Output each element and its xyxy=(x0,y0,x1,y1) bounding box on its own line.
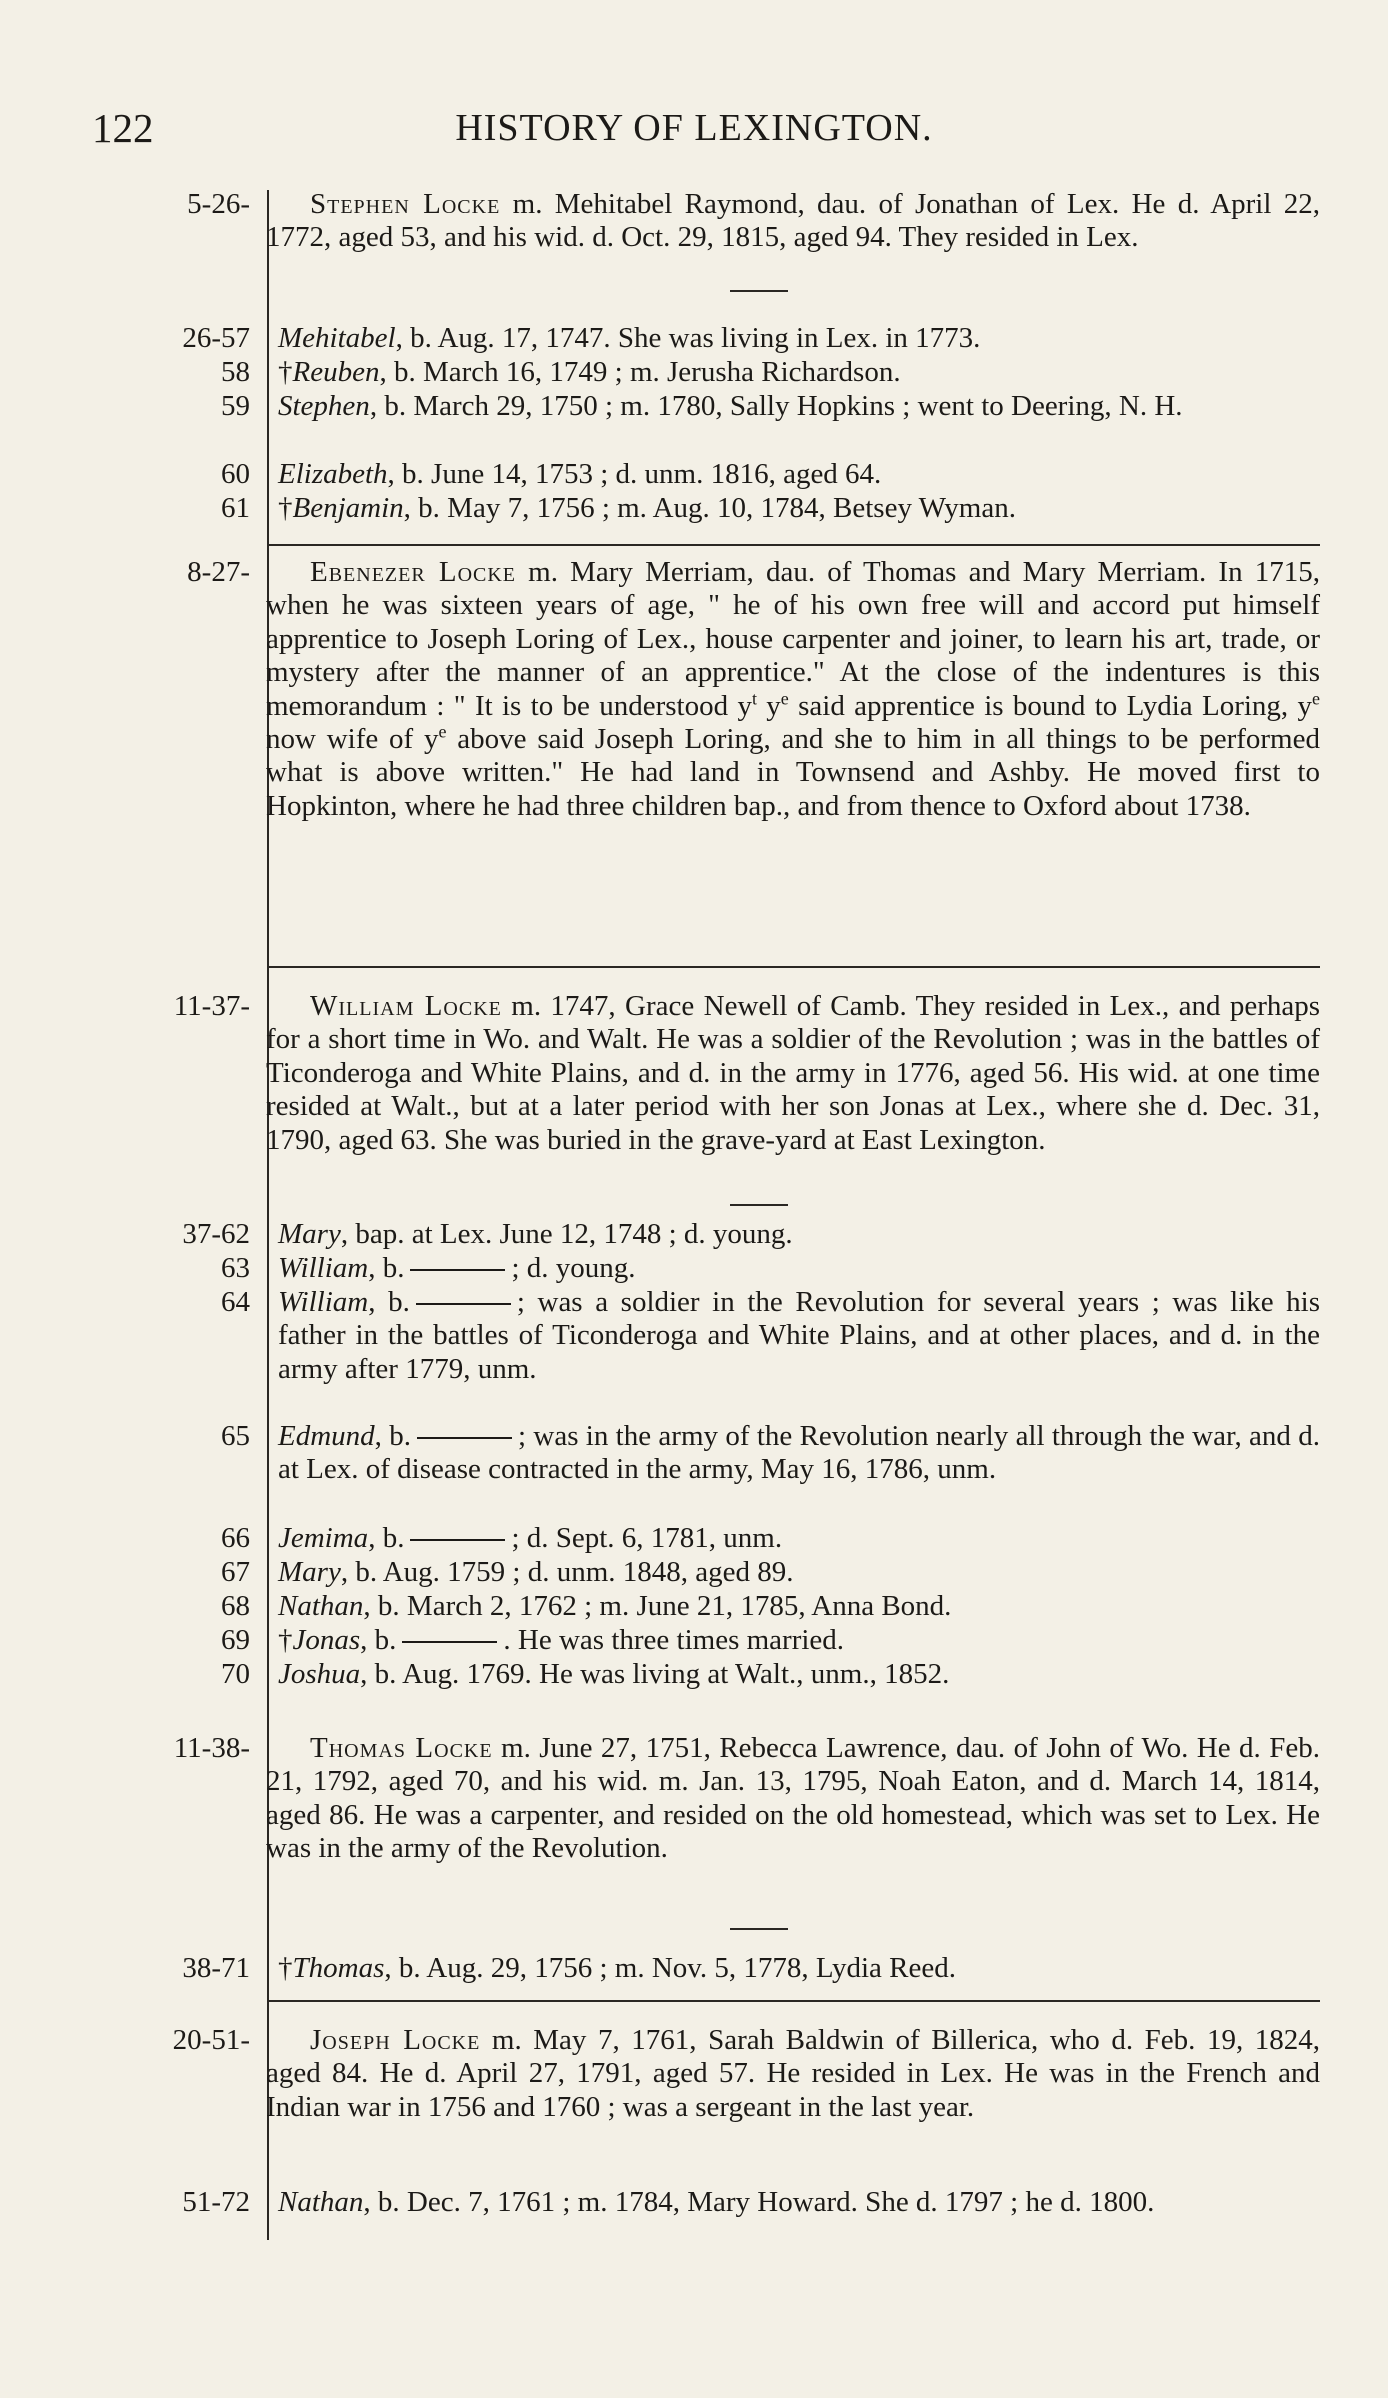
person-name: Stephen Locke xyxy=(310,188,501,220)
person-name: Joseph Locke xyxy=(310,2024,481,2056)
child-name: Nathan xyxy=(278,1590,364,1622)
child-number: 69 xyxy=(221,1624,250,1656)
child-entry: Stephen, b. March 29, 1750 ; m. 1780, Sally Hopkins ; went to Deering, N. H. xyxy=(278,390,1183,422)
child-name: Mehitabel xyxy=(278,322,396,354)
ref-number: 11-37- xyxy=(173,990,250,1022)
dagger-mark: † xyxy=(278,492,293,524)
child-entry: †Benjamin, b. May 7, 1756 ; m. Aug. 10, 1784, Betsey Wyman. xyxy=(278,492,1016,524)
entry-william-locke: William Locke m. 1747, Grace Newell of Camb. They resided in Lex., and perhaps for a short time in Wo. and Walt. He was a soldier of the Revolution ; was in the battles of Ticonderoga and White Plains, and d. in the army in 1776, aged 56. His wid. at one time resided at Walt., but at a later period with her son Jonas at Lex., where she d. Dec. 31, 1790, aged 63. She was buried in the grave-yard at East Lexington. xyxy=(266,990,1321,1156)
child-entry: William, b. ; d. young. xyxy=(278,1252,636,1284)
section-separator xyxy=(268,966,1320,968)
child-number: 59 xyxy=(221,390,250,422)
entry-thomas-locke: Thomas Locke m. June 27, 1751, Rebecca Lawrence, dau. of John of Wo. He d. Feb. 21, 1792, aged 70, and his wid. m. Jan. 13, 1795, Noah Eaton, and d. March 14, 1814, aged 86. He was a carpenter, and resided on the old homestead, which was set to Lex. He was in the army of the Revolution. xyxy=(266,1732,1321,1865)
child-number: 26-57 xyxy=(182,322,250,354)
child-entry: Nathan, b. Dec. 7, 1761 ; m. 1784, Mary Howard. She d. 1797 ; he d. 1800. xyxy=(278,2186,1155,2218)
child-entry: Edmund, b. ; was in the army of the Revolution nearly all through the war, and d. at Lex. of disease contracted in the army, May 16, 1786, unm. xyxy=(278,1420,1320,1486)
person-name: Ebenezer Locke xyxy=(310,556,517,588)
child-number: 63 xyxy=(221,1252,250,1284)
child-name: Edmund xyxy=(278,1420,375,1452)
child-entry: William, b. ; was a soldier in the Revolution for several years ; was like his father in the battles of Ticonderoga and White Plains, and at other places, and d. in the army after 1779, unm. xyxy=(278,1286,1321,1385)
child-name: Stephen xyxy=(278,390,370,422)
child-entry: Elizabeth, b. June 14, 1753 ; d. unm. 1816, aged 64. xyxy=(278,458,882,490)
ref-number: 20-51- xyxy=(172,2024,250,2056)
dagger-mark: † xyxy=(278,1624,293,1656)
ref-number: 5-26- xyxy=(187,188,250,220)
child-number: 67 xyxy=(221,1556,250,1588)
child-number: 65 xyxy=(221,1420,250,1452)
child-name: Joshua xyxy=(278,1658,361,1690)
child-name: Elizabeth xyxy=(278,458,388,490)
blank-date-dash xyxy=(410,1539,505,1541)
child-entry: †Jonas, b. . He was three times married. xyxy=(278,1624,845,1656)
child-number: 37-62 xyxy=(182,1218,250,1250)
child-name: William xyxy=(278,1252,369,1284)
blank-date-dash xyxy=(410,1269,505,1271)
child-entry: †Reuben, b. March 16, 1749 ; m. Jerusha Richardson. xyxy=(278,356,901,388)
running-head: HISTORY OF LEXINGTON. xyxy=(455,107,933,149)
blank-date-dash xyxy=(402,1641,497,1643)
entry-ebenezer-locke: Ebenezer Locke m. Mary Merriam, dau. of Thomas and Mary Merriam. In 1715, when he was sixteen years of age, " he of his own free will and accord put himself apprentice to Joseph Loring of Lex., house carpenter and joiner, to learn his art, trade, or mystery after the manner of an apprentice." At the close of the indentures is this memorandum : " It is to be understood $y^t$ $y^e$ said apprentice is bound to Lydia Loring, $y^e$ now wife of $y^e$ above said Joseph Loring, and she to him in all things to be performed what is above written." He had land in Townsend and Ashby. He moved first to Hopkinton, where he had three children bap., and from thence to Oxford about 1738. xyxy=(266,556,1321,822)
child-entry: Mehitabel, b. Aug. 17, 1747. She was living in Lex. in 1773. xyxy=(278,322,981,354)
child-number: 51-72 xyxy=(182,2186,250,2218)
child-name: Reuben xyxy=(292,356,380,388)
child-name: William xyxy=(278,1286,369,1318)
short-separator xyxy=(730,1204,788,1206)
child-entry: Joshua, b. Aug. 1769. He was living at Walt., unm., 1852. xyxy=(278,1658,950,1690)
ref-number: 11-38- xyxy=(173,1732,250,1764)
child-entry: Nathan, b. March 2, 1762 ; m. June 21, 1785, Anna Bond. xyxy=(278,1590,952,1622)
entry-stephen-locke: Stephen Locke m. Mehitabel Raymond, dau. of Jonathan of Lex. He d. April 22, 1772, aged 53, and his wid. d. Oct. 29, 1815, aged 94. They resided in Lex. xyxy=(266,188,1321,254)
child-entry: Mary, b. Aug. 1759 ; d. unm. 1848, aged 89. xyxy=(278,1556,794,1588)
page-number: 122 xyxy=(92,105,154,151)
page-header xyxy=(0,104,1388,154)
child-name: Mary xyxy=(278,1556,341,1588)
child-entry: Mary, bap. at Lex. June 12, 1748 ; d. young. xyxy=(278,1218,793,1250)
child-number: 38-71 xyxy=(182,1952,250,1984)
child-number: 66 xyxy=(221,1522,250,1554)
section-separator xyxy=(268,2000,1320,2002)
child-entry: †Thomas, b. Aug. 29, 1756 ; m. Nov. 5, 1778, Lydia Reed. xyxy=(278,1952,957,1984)
section-separator xyxy=(268,544,1320,546)
child-name: Jonas xyxy=(292,1624,361,1656)
blank-date-dash xyxy=(416,1303,511,1305)
child-number: 70 xyxy=(221,1658,250,1690)
entry-joseph-locke: Joseph Locke m. May 7, 1761, Sarah Baldwin of Billerica, who d. Feb. 19, 1824, aged 84. He d. April 27, 1791, aged 57. He resided in Lex. He was in the French and Indian war in 1756 and 1760 ; was a sergeant in the last year. xyxy=(266,2024,1320,2123)
child-name: Benjamin xyxy=(292,492,404,524)
child-number: 68 xyxy=(221,1590,250,1622)
child-name: Nathan xyxy=(278,2186,364,2218)
child-number: 64 xyxy=(221,1286,250,1318)
child-name: Mary xyxy=(278,1218,341,1250)
child-entry: Jemima, b. ; d. Sept. 6, 1781, unm. xyxy=(278,1522,783,1554)
person-name: Thomas Locke xyxy=(310,1732,493,1764)
child-name: Jemima xyxy=(278,1522,369,1554)
child-number: 60 xyxy=(221,458,250,490)
short-separator xyxy=(730,1928,788,1930)
child-number: 58 xyxy=(221,356,250,388)
child-name: Thomas xyxy=(292,1952,385,1984)
dagger-mark: † xyxy=(278,1952,293,1984)
person-name: William Locke xyxy=(310,990,502,1022)
blank-date-dash xyxy=(417,1437,512,1439)
short-separator xyxy=(730,290,788,292)
child-number: 61 xyxy=(221,492,250,524)
ref-number: 8-27- xyxy=(187,556,250,588)
dagger-mark: † xyxy=(278,356,293,388)
